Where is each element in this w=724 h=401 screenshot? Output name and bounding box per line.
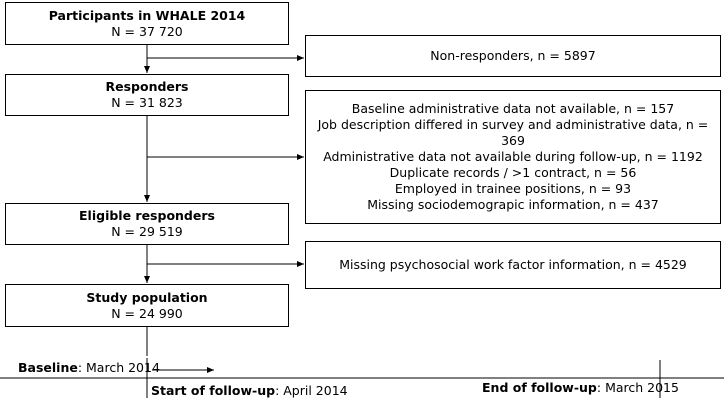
box-responders [5,74,289,116]
box-missing-psychosocial [305,241,721,289]
box-responders-value: N = 31 823 [111,95,183,110]
timeline-end [482,380,679,395]
box-eligible [5,203,289,245]
box-responders-title: Responders [105,79,189,94]
exclusion-item: Missing sociodemograpic information, n = 437 [367,197,659,212]
exclusion-item: Baseline administrative data not available, n = 157 [351,101,675,116]
exclusion-item: Employed in trainee positions, n = 93 [394,181,632,196]
exclusion-item: Duplicate records / >1 contract, n = 56 [389,165,637,180]
box-eligible-value: N = 29 519 [111,224,183,239]
timeline-start [151,383,348,398]
box-nonresponders [305,35,721,77]
box-participants-title: Participants in WHALE 2014 [48,7,246,23]
exclusion-item: Administrative data not available during follow-up, n = 1192 [323,149,703,164]
timeline-baseline-date: : March 2014 [77,360,160,375]
timeline-baseline-label: Baseline [18,360,78,375]
box-study-title: Study population [86,289,208,305]
timeline-end-label: End of follow-up [482,380,597,395]
timeline-start-date: : April 2014 [275,383,348,398]
timeline-start-label: Start of follow-up [151,383,276,398]
exclusion-item: Job description differed in survey and administrative data, n = 369 [317,117,709,148]
timeline-end-date: : March 2015 [596,380,679,395]
box-participants-value: N = 37 720 [111,23,183,39]
box-participants [5,2,289,45]
box-ineligible [305,90,721,224]
box-study-value: N = 24 990 [111,305,183,321]
box-eligible-title: Eligible responders [79,208,215,223]
exclusion-item: Non-responders, n = 5897 [430,48,596,63]
box-study-population [5,284,289,327]
timeline-baseline [18,360,160,375]
exclusion-item: Missing psychosocial work factor information, n = 4529 [339,257,687,272]
